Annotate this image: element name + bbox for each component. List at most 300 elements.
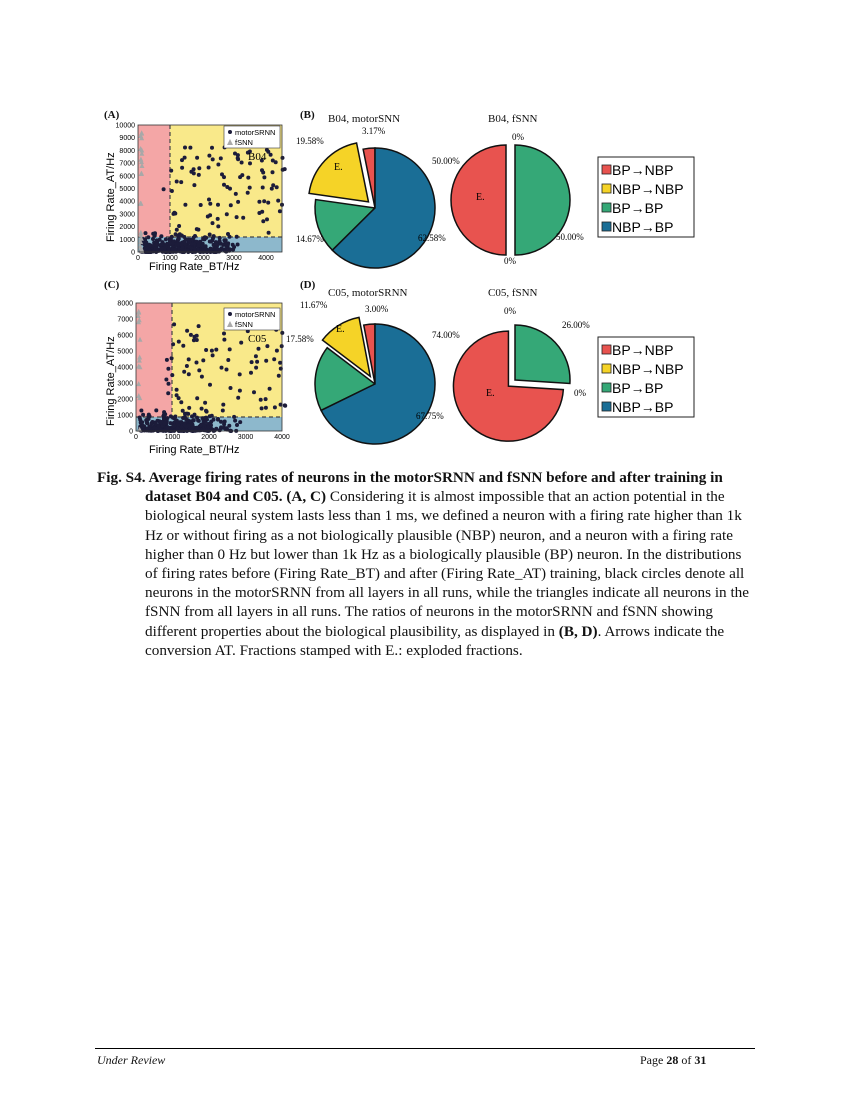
data-point [199,203,203,207]
data-point [228,247,232,251]
data-point [149,244,153,248]
data-point [271,183,275,187]
y-tick-label: 5000 [117,348,133,356]
y-tick-label: 4000 [117,364,133,372]
pie-value-label: 17.58% [286,334,314,344]
data-point [246,191,250,195]
data-point [226,358,230,362]
data-point [225,426,229,430]
y-tick-label: 2000 [119,224,135,232]
y-tick-label: 3000 [117,380,133,388]
pie-c05-fsnn [432,306,590,441]
data-point [274,160,278,164]
page-number [640,1053,706,1068]
x-tick-label: 0 [136,255,140,262]
data-point [171,342,175,346]
data-point [177,224,181,228]
data-point [246,176,250,180]
data-point [260,406,264,410]
x-tick-label: 3000 [226,255,242,262]
data-point [278,361,282,365]
data-point [278,209,282,213]
data-point [221,409,225,413]
data-point [159,234,163,238]
data-point [257,211,261,215]
legend-bp-nbp: BP→NBP [612,162,674,178]
data-point [264,397,268,401]
data-point [216,203,220,207]
data-point [216,217,220,221]
data-point [261,171,265,175]
data-point [219,156,223,160]
data-point [224,243,228,247]
data-point [210,146,214,150]
caption-title-cont: dataset B04 and C05. [145,488,283,506]
data-point [207,198,211,202]
data-point [153,234,157,238]
data-point [159,247,163,251]
pie-d-fsnn-title: C05, fSNN [488,287,538,299]
data-point [214,348,218,352]
data-point [142,429,146,433]
scatter-chart-a [100,118,290,278]
data-point [180,166,184,170]
data-point [228,187,232,191]
pie-b04-fsnn [432,132,584,266]
y-tick-label: 4000 [119,198,135,206]
x-tick-label: 1000 [164,434,181,441]
data-point [175,180,179,184]
data-point [164,378,168,382]
data-point [172,212,176,216]
data-point [183,203,187,207]
data-point [214,242,218,246]
data-point [210,239,214,243]
legend-swatch [602,345,611,354]
legend-bp-bp: BP→BP [612,200,664,216]
x-tick-label: 0 [134,434,138,441]
pie-value-label: 74.00% [432,330,460,340]
data-point [166,367,170,371]
data-point [283,404,287,408]
data-point [239,341,243,345]
x-tick-label: 2000 [201,434,217,441]
data-point [207,166,211,170]
data-point [195,361,199,365]
data-point [183,146,187,150]
data-point [145,421,149,425]
data-point [181,409,185,413]
data-point [249,371,253,375]
x-tick-label: 4000 [258,255,274,262]
data-point [204,348,208,352]
data-point [254,366,258,370]
data-point [261,219,265,223]
legend-swatch [602,383,611,392]
data-point [175,426,179,430]
data-point [232,415,236,419]
data-point [235,215,239,219]
data-point [185,364,189,368]
data-point [189,333,193,337]
data-point [254,354,258,358]
data-point [259,398,263,402]
pie-slice [515,325,570,383]
exploded-stamp: E. [486,388,495,399]
data-point [277,374,281,378]
y-axis-label: Firing Rate_AT/Hz [105,336,117,426]
data-point [202,236,206,240]
data-point [238,372,242,376]
data-point [271,170,275,174]
data-point [154,408,158,412]
pie-row-b [290,118,600,268]
caption-bd: (B, D) [558,622,598,640]
data-point [234,192,238,196]
pie-value-label: 11.67% [300,300,328,310]
data-point [207,428,211,432]
pie-value-label: 19.58% [296,136,324,146]
data-point [235,423,239,427]
data-point [180,158,184,162]
y-tick-label: 1000 [119,236,135,244]
pie-legend-b [597,156,697,240]
data-point [211,157,215,161]
data-point [144,231,148,235]
figure-caption [97,468,757,660]
data-point [170,235,174,239]
data-point [163,412,167,416]
pie-value-label: 26.00% [562,320,590,330]
data-point [221,403,225,407]
pie-b-fsnn-title: B04, fSNN [488,113,538,125]
data-point [262,175,266,179]
y-tick-label: 0 [131,249,135,257]
data-point [238,420,242,424]
data-point [208,383,212,387]
y-tick-label: 6000 [119,173,135,181]
data-point [179,400,183,404]
panel-c-letter: (C) [104,279,120,291]
data-point [276,199,280,203]
exploded-stamp: E. [476,192,485,203]
data-point [240,161,244,165]
data-point [210,349,214,353]
data-point [197,419,201,423]
legend-swatch [602,402,611,411]
footer-status: Under Review [97,1053,166,1067]
data-point [220,172,224,176]
data-point [216,224,220,228]
data-point [236,243,240,247]
data-point [173,415,177,419]
x-axis-label: Firing Rate_BT/Hz [149,261,240,273]
data-point [229,386,233,390]
data-point [236,153,240,157]
data-point [175,393,179,397]
legend-fsnn: fSNN [235,320,253,329]
panel-a-letter: (A) [104,109,120,121]
data-point [170,356,174,360]
data-point [238,389,242,393]
x-axis-label: Firing Rate_BT/Hz [149,444,240,456]
page-current: 28 [666,1053,679,1067]
panel-b-letter: (B) [300,109,315,121]
data-point [168,241,172,245]
data-point [182,370,186,374]
data-point [198,428,202,432]
data-point [208,202,212,206]
y-tick-label: 6000 [117,332,133,340]
data-point [166,391,170,395]
data-point [176,421,180,425]
pie-value-label: 14.67% [296,234,324,244]
data-point [229,203,233,207]
data-point [197,368,201,372]
data-point [225,212,229,216]
data-point [222,183,226,187]
data-point [197,243,201,247]
y-tick-label: 7000 [119,160,135,168]
data-point [212,418,216,422]
legend-fsnn: fSNN [235,138,253,147]
data-point [170,189,174,193]
data-point [240,173,244,177]
data-point [164,237,168,241]
caption-label: Fig. S4. [97,469,146,486]
y-tick-label: 9000 [119,135,135,143]
pie-b-motor-title: B04, motorSNN [328,113,401,125]
data-point [192,167,196,171]
legend-nbp-bp: NBP→BP [612,399,674,415]
data-point [211,353,215,357]
data-point [252,390,256,394]
data-point [176,238,180,242]
pie-legend-d [597,336,697,420]
data-point [169,421,173,425]
caption-body-end: . Arrows indicate the conversion AT. Fractions stamped with E.: exploded fractions. [145,622,725,659]
data-point [262,199,266,203]
data-point [180,234,184,238]
pie-d-motor-title: C05, motorSRNN [328,287,408,299]
legend-nbp-nbp: NBP→NBP [612,181,684,197]
y-axis-label: Firing Rate_AT/Hz [105,152,117,242]
y-tick-label: 3000 [119,211,135,219]
data-point [138,418,142,422]
y-tick-label: 1000 [117,412,133,420]
legend-nbp-bp: NBP→BP [612,219,674,235]
data-point [216,163,220,167]
pie-c05-motorsrnn [286,300,444,444]
pie-value-label: 0% [574,388,586,398]
data-point [197,173,201,177]
dataset-tag: B04 [248,151,267,163]
data-point [197,166,201,170]
data-point [154,246,158,250]
page-of: of [678,1053,695,1067]
data-point [264,359,268,363]
pie-value-label: 67.75% [416,411,444,421]
data-point [275,185,279,189]
data-point [192,338,196,342]
data-point [167,382,171,386]
data-point [196,228,200,232]
data-point [188,146,192,150]
data-point [162,187,166,191]
data-point [265,217,269,221]
data-point [169,169,173,173]
legend-swatch [602,222,611,231]
data-point [272,357,276,361]
data-point [223,240,227,244]
data-point [177,340,181,344]
data-point [264,406,268,410]
data-point [233,419,237,423]
data-point [192,236,196,240]
page-prefix: Page [640,1053,667,1067]
data-point [141,424,145,428]
data-point [203,420,207,424]
pie-value-label: 62.58% [418,233,446,243]
data-point [199,423,203,427]
data-point [151,250,155,254]
data-point [192,418,196,422]
data-point [160,243,164,247]
data-point [187,406,191,410]
data-point [175,228,179,232]
data-point [255,360,259,364]
dataset-tag: C05 [248,333,267,345]
data-point [226,232,230,236]
data-point [236,200,240,204]
page-total: 31 [694,1053,707,1067]
data-point [187,241,191,245]
exploded-stamp: E. [336,324,345,335]
legend-dot-icon [228,312,232,316]
data-point [179,180,183,184]
data-point [222,332,226,336]
pie-value-label: 0% [512,132,524,142]
caption-title: Average firing rates of neurons in the motorSRNN and fSNN before and after training in [148,469,723,486]
data-point [248,186,252,190]
x-tick-label: 3000 [237,434,254,441]
data-point [270,187,274,191]
caption-ac: (A, C) [286,488,327,506]
data-point [250,360,254,364]
data-point [268,387,272,391]
data-point [195,396,199,400]
data-point [208,233,212,237]
pie-value-label: 50.00% [432,156,460,166]
data-point [225,368,229,372]
data-point [192,183,196,187]
data-point [269,153,273,157]
data-point [208,421,212,425]
data-point [257,347,261,351]
legend-motorsrnn: motorSRNN [235,310,276,319]
y-tick-label: 8000 [119,147,135,155]
data-point [155,243,159,247]
data-point [266,201,270,205]
y-tick-label: 2000 [117,396,133,404]
footer-rule [95,1048,755,1049]
data-point [216,418,220,422]
data-point [220,366,224,370]
data-point [183,415,187,419]
y-tick-label: 8000 [117,300,133,308]
pie-value-label: 50.00% [556,232,584,242]
data-point [159,420,163,424]
data-point [156,424,160,428]
data-point [228,347,232,351]
pie-value-label: 0% [504,256,516,266]
data-point [187,357,191,361]
legend-swatch [602,364,611,373]
x-tick-label: 4000 [274,434,290,441]
data-point [267,231,271,235]
data-point [204,416,208,420]
data-point [185,329,189,333]
data-point [172,322,176,326]
data-point [273,405,277,409]
pie-value-label: 0% [504,306,516,316]
data-point [222,338,226,342]
data-point [241,216,245,220]
legend-dot-icon [228,130,232,134]
legend-bp-bp: BP→BP [612,380,664,396]
data-point [210,414,214,418]
data-point [185,412,189,416]
y-tick-label: 5000 [119,186,135,193]
data-point [218,239,222,243]
pie-value-label: 3.00% [365,304,389,314]
data-point [257,200,261,204]
data-point [219,425,223,429]
data-point [283,167,287,171]
legend-swatch [602,184,611,193]
legend-motorsrnn: motorSRNN [235,128,276,137]
data-point [187,372,191,376]
data-point [183,242,187,246]
caption-body: Considering it is almost impossible that an action potential in the biological neural system lasts less than 1 ms, we defined a neuron with a firing rate higher than 1k Hz or without firing as a not biologically plausible (NBP) neuron, and a neuron with a firing rate higher than 0 Hz but lower than 1k Hz as a biologically plausible (BP) neuron. In the distributions of firing rates before (Firing Rate_BT) and after (Firing Rate_AT) training, black circles denote all neurons in the motorSRNN from all layers in all runs, while the triangles indicate all neurons in the fSNN from all layers in all runs. The ratios of neurons in the motorSRNN and fSNN showing different properties about the biological plausibility, as displayed in [145,488,749,640]
data-point [208,213,212,217]
data-point [220,246,224,250]
panel-d-letter: (D) [300,279,316,291]
data-point [193,413,197,417]
pie-row-d [286,292,600,442]
data-point [181,344,185,348]
data-point [207,154,211,158]
x-tick-label: 2000 [194,255,210,262]
y-tick-label: 7000 [117,316,133,324]
data-point [203,401,207,405]
data-point [171,247,175,251]
exploded-stamp: E. [334,162,343,173]
data-point [232,245,236,249]
y-tick-label: 0 [129,428,133,436]
data-point [261,186,265,190]
data-point [147,415,151,419]
data-point [281,156,285,160]
data-point [235,235,239,239]
data-point [141,413,145,417]
legend-nbp-nbp: NBP→NBP [612,361,684,377]
legend-bp-nbp: BP→NBP [612,342,674,358]
pie-value-label: 3.17% [362,126,386,136]
data-point [200,407,204,411]
pie-b04-motorsnn [296,126,446,268]
data-point [201,358,205,362]
